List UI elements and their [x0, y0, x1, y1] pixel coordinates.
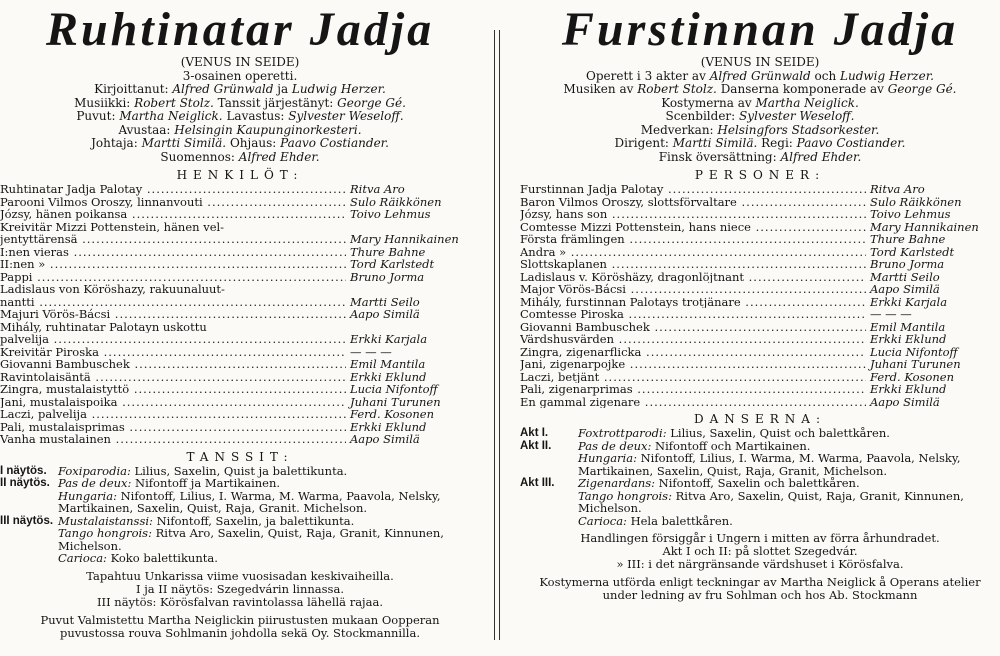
dance-name: Mustalaistanssi:: [58, 513, 153, 528]
role-name: Comtesse Mizzi Pottenstein, hans niece .....: [520, 221, 866, 234]
credit-name: Sylvester Weseloff.: [288, 109, 404, 123]
act-label: II näytös.: [0, 477, 50, 489]
dancers: Lilius, Saxelin, Quist och balettkåren.: [666, 426, 890, 440]
credit-line: [520, 151, 1000, 165]
page-title: Furstinnan Jadja: [561, 3, 959, 56]
cast-row: [520, 258, 1000, 271]
actor-name: Aapo Similä: [350, 432, 420, 446]
credit-label: och: [810, 68, 841, 83]
dance-text: [578, 515, 1000, 528]
role-name: Mihály, furstinnan Palotays trotjänare .....: [520, 296, 866, 309]
credit-name: Ludwig Herzer.: [840, 68, 934, 83]
actor-name: Sulo Räikkönen: [870, 194, 962, 209]
page-title: Ruhtinatar Jadja: [45, 3, 435, 56]
credit-line: 3-osainen operetti.: [182, 68, 298, 83]
dancers: Lilius, Saxelin, Quist ja balettikunta.: [130, 463, 348, 478]
cast-row: [0, 433, 480, 446]
credit-label: Musiken av: [563, 82, 638, 96]
role-name: En gammal zigenare .....: [520, 396, 866, 409]
cast-row: [0, 271, 480, 284]
role-name: Ladislaus von Köröshazy, rakuunaluut-: [0, 283, 225, 296]
actor-name: Erkki Eklund: [350, 369, 427, 384]
actor-name: Aapo Similä: [870, 282, 940, 296]
actor-name: Bruno Jorma: [870, 257, 945, 271]
role-name: I:nen vieras .....: [0, 246, 346, 259]
role-name: II:nen » .....: [0, 258, 346, 271]
actor-name: Ferd. Kosonen: [870, 369, 954, 384]
cast-row: [520, 208, 1000, 221]
credit-name: Alfred Grünwald: [709, 68, 811, 83]
role-name: Józsy, hänen poikansa .....: [0, 208, 346, 221]
dance-list: [520, 427, 1000, 527]
credit-name: Helsingfors Stadsorkester.: [717, 122, 880, 137]
actor-name: Mary Hannikainen: [870, 219, 979, 234]
credit-label: Regi:: [757, 136, 797, 150]
left-page-finnish: [0, 0, 480, 656]
cast-row: [520, 233, 1000, 246]
actor-name: Aapo Similä: [870, 394, 940, 409]
credit-name: Alfred Ehder.: [238, 149, 320, 164]
credit-label: ja: [273, 82, 292, 96]
actor-name: Toivo Lehmus: [870, 207, 951, 221]
credit-label: Finsk översättning:: [658, 149, 781, 164]
credit-line: [520, 137, 1000, 151]
actor-name: Lucia Nifontoff: [350, 382, 438, 396]
cast-row: [0, 308, 480, 321]
dance-row: [0, 552, 480, 565]
act-label: [0, 490, 58, 515]
role-name: jentyttärensä .....: [0, 233, 346, 246]
dancers: Nifontoff, Lilius, I. Warma, M. Warma, Paavola, Nelsky, Martikainen, Saxelin, Quist, Raja, Granit, Michelson.: [578, 451, 961, 478]
credit-label: Avustaa:: [118, 122, 175, 137]
actor-name: Ritva Aro: [350, 182, 405, 196]
actor-name: Juhani Turunen: [350, 394, 441, 409]
page-gutter-divider: [494, 30, 500, 640]
role-name: Zingra, mustalaistyttö .....: [0, 383, 346, 396]
dance-row: [0, 490, 480, 515]
credit-name: Robert Stolz.: [637, 82, 717, 96]
credit-label: Suomennos:: [160, 149, 239, 164]
cast-list: [0, 183, 480, 446]
role-name: Majuri Vörös-Bácsi .....: [0, 308, 346, 321]
credit-name: Martti Similä.: [141, 136, 227, 150]
actor-name: Bruno Jorma: [350, 269, 425, 284]
cast-row: [520, 333, 1000, 346]
actor-name: Aapo Similä: [350, 307, 420, 321]
actor-name: Toivo Lehmus: [350, 207, 431, 221]
actor-name: Martti Seilo: [870, 269, 940, 284]
costume-note: Puvut Valmistettu Martha Neiglickin piirustusten mukaan Oopperan puvustossa rouva Sohlmanin johdolla sekä Oy. Stockmannilla.: [40, 612, 440, 640]
credit-name: Alfred Grünwald: [172, 82, 274, 96]
cast-row: [520, 383, 1000, 396]
cast-row: [520, 396, 1000, 409]
credit-line: [0, 124, 480, 138]
cast-row: [520, 296, 1000, 309]
credit-name: Paavo Costiander.: [796, 136, 906, 150]
credit-name: George Gé.: [887, 82, 957, 96]
dance-name: Tango hongrois:: [578, 488, 672, 503]
dancers: Nifontoff, Lilius, I. Warma, M. Warma, Paavola, Nelsky, Martikainen, Saxelin, Quist, Raja, Granit. Michelson.: [58, 488, 441, 515]
dancers: Koko balettikunta.: [106, 551, 218, 565]
credit-line: (VENUS IN SEIDE): [700, 55, 820, 69]
credit-name: Ludwig Herzer.: [291, 82, 386, 96]
actor-name: Erkki Karjala: [870, 294, 948, 309]
dance-heading: TANSSIT:: [186, 449, 294, 464]
actor-name: Tord Karlstedt: [350, 257, 435, 271]
cast-heading: HENKILÖT:: [176, 168, 304, 182]
actor-name: Emil Mantila: [350, 357, 426, 371]
dance-name: Carioca:: [578, 513, 627, 528]
dance-name: Carioca:: [58, 551, 107, 565]
credit-line: [0, 151, 480, 165]
role-name: Baron Vilmos Oroszy, slottsförvaltare .....: [520, 196, 866, 209]
role-name: Pali, zigenarprimas .....: [520, 383, 866, 396]
dance-name: Tango hongrois:: [58, 526, 152, 540]
credit-label: Musiikki:: [74, 95, 135, 110]
cast-row: [520, 183, 1000, 196]
actor-name: Ritva Aro: [870, 182, 925, 196]
right-page-swedish: [520, 0, 1000, 656]
credit-line: [0, 83, 480, 97]
credit-name: Martti Similä.: [672, 136, 758, 150]
cast-row: [0, 183, 480, 196]
act-label: [520, 515, 578, 528]
credit-line: [520, 70, 1000, 84]
act-label: [520, 452, 578, 477]
credit-label: Dirigent:: [614, 136, 673, 150]
credit-line: [0, 137, 480, 151]
cast-row: [520, 358, 1000, 371]
act-label: Akt I.: [520, 427, 549, 439]
role-name: Andra » .....: [520, 246, 866, 259]
credit-label: Lavastus:: [222, 109, 289, 123]
cast-list: [520, 183, 1000, 408]
role-name: Laczi, betjänt .....: [520, 371, 866, 384]
act-location: Akt I och II: på slottet Szegedvár.: [662, 544, 858, 558]
credit-line: [520, 97, 1000, 111]
cast-row: [0, 358, 480, 371]
role-name: Giovanni Bambuschek .....: [0, 358, 346, 371]
dance-row: [520, 515, 1000, 528]
credit-name: Paavo Costiander.: [280, 136, 389, 150]
act-label: Akt II.: [520, 439, 552, 452]
cast-row: [0, 258, 480, 271]
dance-name: Foxtrottparodi:: [578, 426, 667, 440]
credit-name: Martha Neiglick.: [119, 109, 223, 123]
role-name: Kreivitär Mizzi Pottenstein, hänen vel-: [0, 220, 225, 233]
dancers: Nifontoff, Saxelin och balettkåren.: [655, 476, 860, 490]
role-name: palvelija .....: [0, 333, 346, 346]
role-name: nantti .....: [0, 296, 346, 309]
role-name: Värdshusvärden .....: [520, 333, 866, 346]
role-name: Giovanni Bambuschek .....: [520, 321, 866, 334]
dance-name: Hungaria:: [58, 488, 117, 503]
credit-label: Operett i 3 akter av: [586, 68, 710, 83]
cast-row: [0, 408, 480, 421]
cast-row: [520, 308, 1000, 321]
credit-line: (VENUS IN SEIDE): [180, 55, 300, 69]
dance-heading: DANSERNA:: [693, 412, 826, 426]
role-name: Mihály, ruhtinatar Palotayn uskottu: [0, 320, 207, 333]
role-name: Jani, mustalaispoika .....: [0, 396, 346, 409]
role-name: Jani, zigenarpojke .....: [520, 358, 866, 371]
costume-note: Kostymerna utförda enligt teckningar av Martha Neiglick å Operans atelier under ledning av fru Sohlman och hos Ab. Stockmann: [539, 575, 981, 602]
dance-row: [520, 490, 1000, 515]
dancers: Nifontoff och Martikainen.: [651, 438, 811, 453]
dance-name: Zigenardans:: [578, 476, 655, 490]
credit-name: Alfred Ehder.: [780, 149, 862, 164]
act-label: [0, 552, 58, 565]
actor-name: — — —: [870, 307, 912, 321]
actor-name: Juhani Turunen: [870, 357, 961, 371]
actor-name: Erkki Eklund: [870, 332, 947, 346]
dancers: Nifontoff ja Martikainen.: [131, 476, 281, 490]
role-name: Laczi, palvelija .....: [0, 408, 346, 421]
role-name: Zingra, zigenarflicka .....: [520, 346, 866, 359]
actor-name: Sulo Räikkönen: [350, 194, 442, 209]
credit-name: Sylvester Weseloff.: [739, 109, 855, 123]
role-name: Parooni Vilmos Oroszy, linnanvouti .....: [0, 196, 346, 209]
role-name: Första främlingen .....: [520, 233, 866, 246]
credit-label: Kirjoittanut:: [94, 82, 173, 96]
credits-block: [520, 56, 1000, 164]
credit-name: George Gé.: [337, 95, 406, 110]
actor-name: Thure Bahne: [350, 244, 426, 259]
act-location: » III: i det närgränsande värdshuset i Körösfalva.: [616, 557, 904, 571]
credit-line: [520, 83, 1000, 97]
dance-text: [578, 490, 1000, 515]
dance-name: Pas de deux:: [578, 438, 652, 453]
credit-label: Danserna komponerade av: [716, 82, 888, 96]
dancers: Ritva Aro, Saxelin, Quist, Raja, Granit, Kinnunen, Michelson.: [58, 526, 444, 553]
act-location: III näytös: Körösfalvan ravintolassa lähellä rajaa.: [97, 594, 383, 609]
actor-name: Erkki Eklund: [870, 382, 947, 396]
dance-name: Hungaria:: [578, 451, 637, 465]
credit-label: Medverkan:: [640, 122, 718, 137]
dance-name: Foxiparodia:: [58, 463, 131, 478]
dance-text: [58, 490, 480, 515]
credit-label: Tanssit järjestänyt:: [213, 95, 338, 110]
dancers: Ritva Aro, Saxelin, Quist, Raja, Granit, Kinnunen, Michelson.: [578, 488, 964, 515]
actor-name: [346, 283, 480, 296]
setting-note: Handlingen försiggår i Ungern i mitten av förra århundradet.: [580, 531, 940, 545]
role-name: Vanha mustalainen .....: [0, 433, 346, 446]
cast-row: [520, 283, 1000, 296]
role-name: Józsy, hans son .....: [520, 208, 866, 221]
setting-note: Tapahtuu Unkarissa viime vuosisadan keskivaiheilla.: [86, 568, 394, 583]
actor-name: Lucia Nifontoff: [870, 344, 958, 359]
act-label: [520, 490, 578, 515]
actor-name: Thure Bahne: [870, 232, 946, 246]
role-name: Ravintolaisäntä .....: [0, 371, 346, 384]
dance-row: [0, 527, 480, 552]
credit-label: Scenbilder:: [665, 109, 740, 123]
credit-line: [520, 124, 1000, 138]
dancers: Hela balettkåren.: [626, 513, 733, 528]
cast-row: [0, 383, 480, 396]
actor-name: — — —: [350, 344, 392, 359]
credits-block: [0, 56, 480, 164]
credit-name: Martha Neiglick.: [755, 95, 859, 110]
credit-line: [0, 110, 480, 124]
role-name: Pappi .....: [0, 271, 346, 284]
actor-name: Ferd. Kosonen: [350, 407, 434, 421]
dance-name: Pas de deux:: [58, 476, 132, 490]
dance-text: [58, 552, 480, 565]
actor-name: Emil Mantila: [870, 319, 946, 334]
cast-heading: PERSONER:: [694, 168, 826, 182]
act-label: [0, 527, 58, 552]
actor-name: Tord Karlstedt: [870, 244, 955, 259]
cast-row: [0, 208, 480, 221]
actor-name: Mary Hannikainen: [350, 232, 459, 246]
role-name: Pali, mustalaisprimas .....: [0, 421, 346, 434]
dancers: Nifontoff, Saxelin, ja balettikunta.: [152, 513, 355, 528]
credit-label: Johtaja:: [91, 136, 142, 150]
act-label: I näytös.: [0, 464, 47, 477]
dance-list: [0, 465, 480, 565]
credit-label: Kostymerna av: [661, 95, 756, 110]
credit-line: [520, 110, 1000, 124]
actor-name: Erkki Karjala: [350, 332, 428, 346]
credit-label: Ohjaus:: [226, 136, 281, 150]
role-name: Ruhtinatar Jadja Palotay .....: [0, 183, 346, 196]
dance-text: [578, 452, 1000, 477]
role-name: Major Vörös-Bácsi .....: [520, 283, 866, 296]
role-name: Furstinnan Jadja Palotay .....: [520, 183, 866, 196]
role-name: Ladislaus v. Köröshäzy, dragonlöjtnant .....: [520, 271, 866, 284]
credit-name: Helsingin Kaupunginorkesteri.: [174, 122, 362, 137]
role-name: Slottskaplanen .....: [520, 258, 866, 271]
actor-name: Martti Seilo: [350, 294, 420, 309]
credit-line: [0, 97, 480, 111]
role-name: Kreivitär Piroska .....: [0, 346, 346, 359]
cast-row: [0, 333, 480, 346]
cast-row: [0, 283, 480, 296]
cast-row: [0, 233, 480, 246]
credit-name: Robert Stolz.: [134, 95, 214, 110]
dance-row: [520, 452, 1000, 477]
role-name: Comtesse Piroska .....: [520, 308, 866, 321]
act-location: I ja II näytös: Szegedvárin linnassa.: [136, 581, 344, 596]
dance-text: [58, 527, 480, 552]
credit-label: Puvut:: [76, 109, 120, 123]
actor-name: Erkki Eklund: [350, 419, 427, 434]
act-label: III näytös.: [0, 514, 54, 527]
act-label: Akt III.: [520, 477, 555, 489]
